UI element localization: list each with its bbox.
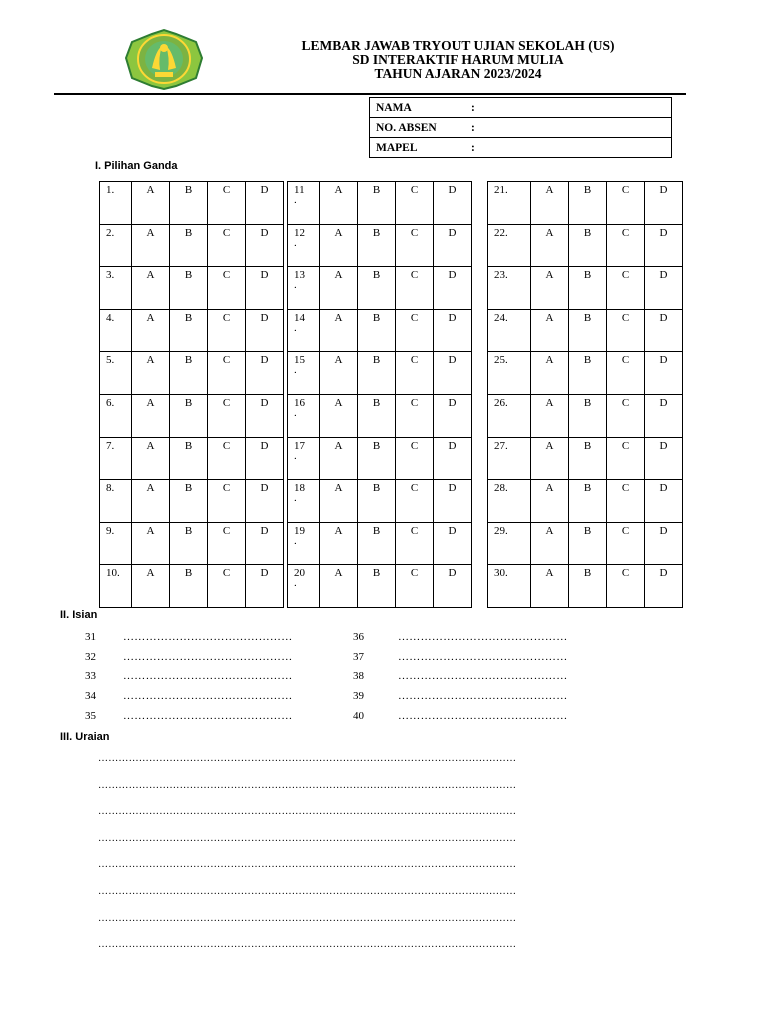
option-b-cell[interactable]: B <box>170 480 208 523</box>
mc-row <box>288 224 472 267</box>
option-d-cell[interactable]: D <box>246 480 284 523</box>
mc-row <box>100 224 284 267</box>
option-a-cell[interactable]: A <box>320 352 358 395</box>
option-a-cell[interactable]: A <box>320 522 358 565</box>
option-b-cell[interactable]: B <box>569 309 607 352</box>
option-b-cell[interactable]: B <box>569 352 607 395</box>
option-b-cell[interactable]: B <box>170 352 208 395</box>
option-d-cell[interactable]: D <box>246 437 284 480</box>
isian-answer-line[interactable]: ……………………………………… <box>398 690 568 702</box>
question-number <box>288 182 320 225</box>
question-number <box>488 267 531 310</box>
option-c-cell[interactable]: C <box>396 565 434 608</box>
question-number <box>488 480 531 523</box>
option-a-cell[interactable]: A <box>132 565 170 608</box>
option-a-cell[interactable]: A <box>531 224 569 267</box>
option-b-cell[interactable]: B <box>569 480 607 523</box>
option-c-cell[interactable]: C <box>607 309 645 352</box>
question-number-label: 25. <box>494 354 508 367</box>
mc-row <box>488 267 683 310</box>
option-c-cell[interactable]: C <box>396 182 434 225</box>
uraian-answer-line[interactable]: …………………………………………………………………………………………………………… <box>98 939 517 951</box>
option-a-cell[interactable]: A <box>320 224 358 267</box>
mc-row <box>488 182 683 225</box>
option-a-cell[interactable]: A <box>531 565 569 608</box>
option-a-cell[interactable]: A <box>132 182 170 225</box>
option-b-cell[interactable]: B <box>358 480 396 523</box>
option-c-cell[interactable]: C <box>607 224 645 267</box>
question-number <box>488 565 531 608</box>
question-number-label: 14 <box>294 311 305 324</box>
option-d-cell[interactable]: D <box>246 522 284 565</box>
option-a-cell[interactable]: A <box>132 394 170 437</box>
isian-number: 38 <box>353 670 364 682</box>
identity-box <box>369 97 672 158</box>
option-c-cell[interactable]: C <box>607 480 645 523</box>
question-number-label: 21. <box>494 184 508 196</box>
option-c-cell[interactable]: C <box>607 182 645 225</box>
question-number-dot: . <box>294 449 297 462</box>
question-number <box>488 522 531 565</box>
question-number-label: 27. <box>494 439 508 452</box>
mc-row <box>488 309 683 352</box>
mc-row <box>100 352 284 395</box>
mc-table-1 <box>99 181 284 608</box>
option-b-cell[interactable]: B <box>358 437 396 480</box>
uraian-answer-line[interactable]: …………………………………………………………………………………………………………… <box>98 779 517 791</box>
option-d-cell[interactable]: D <box>434 565 472 608</box>
isian-answer-line[interactable]: ……………………………………… <box>398 710 568 722</box>
question-number <box>100 309 132 352</box>
question-number <box>288 224 320 267</box>
uraian-answer-line[interactable]: …………………………………………………………………………………………………………… <box>98 806 517 818</box>
isian-number: 32 <box>85 651 96 663</box>
question-number-label: 11 <box>294 184 305 196</box>
option-d-cell[interactable]: D <box>246 352 284 395</box>
option-c-cell[interactable]: C <box>396 224 434 267</box>
option-a-cell[interactable]: A <box>132 437 170 480</box>
mc-row <box>100 394 284 437</box>
question-number <box>100 182 132 225</box>
option-a-cell[interactable]: A <box>531 267 569 310</box>
question-number-label: 8. <box>106 482 115 495</box>
isian-answer-line[interactable]: ……………………………………… <box>123 710 293 722</box>
question-number <box>288 394 320 437</box>
question-number <box>100 437 132 480</box>
school-name: SD INTERAKTIF HARUM MULIA <box>352 52 564 67</box>
mc-row <box>488 565 683 608</box>
question-number <box>288 437 320 480</box>
absen-label: NO. ABSEN <box>376 121 437 134</box>
option-d-cell[interactable]: D <box>434 437 472 480</box>
option-a-cell[interactable]: A <box>531 309 569 352</box>
option-c-cell[interactable]: C <box>208 352 246 395</box>
question-number-label: 20 <box>294 567 305 580</box>
isian-answer-line[interactable]: ……………………………………… <box>123 651 293 663</box>
option-a-cell[interactable]: A <box>132 352 170 395</box>
option-b-cell[interactable]: B <box>170 224 208 267</box>
option-b-cell[interactable]: B <box>358 565 396 608</box>
option-b-cell[interactable]: B <box>569 394 607 437</box>
isian-number: 34 <box>85 690 96 702</box>
option-d-cell[interactable]: D <box>434 480 472 523</box>
option-c-cell[interactable]: C <box>208 224 246 267</box>
mc-row <box>100 309 284 352</box>
option-c-cell[interactable]: C <box>208 437 246 480</box>
question-number <box>288 522 320 565</box>
question-number-label: 4. <box>106 311 115 324</box>
question-number <box>288 480 320 523</box>
option-d-cell[interactable]: D <box>645 522 683 565</box>
question-number-label: 3. <box>106 269 115 282</box>
option-c-cell[interactable]: C <box>607 522 645 565</box>
option-c-cell[interactable]: C <box>396 267 434 310</box>
mc-row <box>100 182 284 225</box>
mc-table-2 <box>287 181 472 608</box>
question-number <box>488 437 531 480</box>
isian-answer-line[interactable]: ……………………………………… <box>398 631 568 643</box>
option-b-cell[interactable]: B <box>569 224 607 267</box>
name-field[interactable] <box>370 98 672 118</box>
mc-row <box>288 309 472 352</box>
question-number-dot: . <box>294 321 297 334</box>
option-b-cell[interactable]: B <box>170 394 208 437</box>
option-d-cell[interactable]: D <box>246 565 284 608</box>
option-b-cell[interactable]: B <box>170 565 208 608</box>
mc-row <box>100 267 284 310</box>
option-b-cell[interactable]: B <box>358 394 396 437</box>
question-number-label: 5. <box>106 354 115 367</box>
mc-row <box>288 522 472 565</box>
mc-row <box>100 565 284 608</box>
uraian-answer-line[interactable]: …………………………………………………………………………………………………………… <box>98 859 517 871</box>
option-b-cell[interactable]: B <box>358 267 396 310</box>
mc-row <box>288 480 472 523</box>
option-a-cell[interactable]: A <box>320 394 358 437</box>
uraian-answer-line[interactable]: …………………………………………………………………………………………………………… <box>98 753 517 764</box>
question-number <box>100 522 132 565</box>
option-d-cell[interactable]: D <box>645 352 683 395</box>
question-number <box>288 309 320 352</box>
option-b-cell[interactable]: B <box>170 267 208 310</box>
mc-row <box>288 394 472 437</box>
option-a-cell[interactable]: A <box>132 267 170 310</box>
question-number <box>288 352 320 395</box>
question-number-label: 9. <box>106 524 115 537</box>
option-c-cell[interactable]: C <box>396 437 434 480</box>
question-number-label: 6. <box>106 396 115 409</box>
option-c-cell[interactable]: C <box>396 352 434 395</box>
mc-row <box>100 437 284 480</box>
option-c-cell[interactable]: C <box>607 565 645 608</box>
option-c-cell[interactable]: C <box>396 522 434 565</box>
question-number <box>288 267 320 310</box>
option-b-cell[interactable]: B <box>170 437 208 480</box>
option-a-cell[interactable]: A <box>320 309 358 352</box>
option-d-cell[interactable]: D <box>645 394 683 437</box>
mc-row <box>288 437 472 480</box>
option-d-cell[interactable]: D <box>246 182 284 225</box>
question-number-label: 13 <box>294 269 305 282</box>
question-number <box>488 352 531 395</box>
question-number-label: 10. <box>106 567 120 580</box>
option-d-cell[interactable]: D <box>434 182 472 225</box>
question-number <box>100 352 132 395</box>
question-number-label: 29. <box>494 524 508 537</box>
mc-row <box>488 437 683 480</box>
mc-row <box>488 352 683 395</box>
mapel-field[interactable] <box>370 138 672 158</box>
absen-colon: : <box>471 121 475 134</box>
mc-row <box>100 522 284 565</box>
question-number <box>488 182 531 225</box>
option-c-cell[interactable]: C <box>208 394 246 437</box>
mc-row <box>100 480 284 523</box>
isian-answer-line[interactable]: ……………………………………… <box>123 631 293 643</box>
option-b-cell[interactable]: B <box>358 182 396 225</box>
option-c-cell[interactable]: C <box>208 267 246 310</box>
question-number <box>488 309 531 352</box>
question-number-label: 7. <box>106 439 115 452</box>
mapel-colon: : <box>471 141 475 154</box>
option-a-cell[interactable]: A <box>531 352 569 395</box>
question-number-label: 30. <box>494 567 508 580</box>
isian-answer-line[interactable]: ……………………………………… <box>123 670 293 682</box>
name-colon: : <box>471 101 475 114</box>
mc-row <box>488 522 683 565</box>
mc-row <box>288 565 472 608</box>
option-b-cell[interactable]: B <box>569 267 607 310</box>
isian-number: 40 <box>353 710 364 722</box>
option-c-cell[interactable]: C <box>607 437 645 480</box>
option-b-cell[interactable]: B <box>569 565 607 608</box>
question-number-label: 24. <box>494 311 508 324</box>
school-logo-icon <box>122 28 206 90</box>
option-d-cell[interactable]: D <box>645 182 683 225</box>
question-number-label: 19 <box>294 524 305 537</box>
option-a-cell[interactable]: A <box>320 267 358 310</box>
question-number-dot: . <box>294 577 297 590</box>
question-number <box>488 224 531 267</box>
question-number-dot: . <box>294 364 297 377</box>
option-a-cell[interactable]: A <box>132 309 170 352</box>
isian-number: 37 <box>353 651 364 663</box>
isian-number: 39 <box>353 690 364 702</box>
question-number-label: 17 <box>294 439 305 452</box>
option-c-cell[interactable]: C <box>208 565 246 608</box>
option-b-cell[interactable]: B <box>569 437 607 480</box>
question-number <box>288 565 320 608</box>
option-c-cell[interactable]: C <box>208 309 246 352</box>
option-a-cell[interactable]: A <box>320 182 358 225</box>
question-number <box>488 394 531 437</box>
option-d-cell[interactable]: D <box>246 267 284 310</box>
question-number <box>100 394 132 437</box>
question-number-label: 23. <box>494 269 508 282</box>
option-a-cell[interactable]: A <box>132 224 170 267</box>
uraian-answer-line[interactable]: …………………………………………………………………………………………………………… <box>98 832 517 844</box>
name-label: NAMA <box>376 101 412 114</box>
option-c-cell[interactable]: C <box>607 267 645 310</box>
option-d-cell[interactable]: D <box>645 565 683 608</box>
question-number-dot: . <box>294 534 297 547</box>
absen-field[interactable] <box>370 118 672 138</box>
option-b-cell[interactable]: B <box>170 522 208 565</box>
question-number-label: 18 <box>294 482 305 495</box>
option-b-cell[interactable]: B <box>569 182 607 225</box>
section-uraian: III. Uraian <box>60 731 110 743</box>
mc-row <box>288 352 472 395</box>
option-a-cell[interactable]: A <box>320 565 358 608</box>
question-number-dot: . <box>294 406 297 419</box>
option-a-cell[interactable]: A <box>320 480 358 523</box>
mc-row <box>488 394 683 437</box>
question-number <box>100 480 132 523</box>
isian-number: 35 <box>85 710 96 722</box>
isian-answer-line[interactable]: ……………………………………… <box>398 651 568 663</box>
isian-number: 33 <box>85 670 96 682</box>
option-c-cell[interactable]: C <box>607 394 645 437</box>
option-d-cell[interactable]: D <box>434 394 472 437</box>
option-a-cell[interactable]: A <box>531 437 569 480</box>
option-d-cell[interactable]: D <box>645 437 683 480</box>
option-c-cell[interactable]: C <box>396 394 434 437</box>
option-d-cell[interactable]: D <box>645 224 683 267</box>
sheet-title: LEMBAR JAWAB TRYOUT UJIAN SEKOLAH (US) <box>301 38 615 53</box>
option-a-cell[interactable]: A <box>531 522 569 565</box>
option-d-cell[interactable]: D <box>645 267 683 310</box>
option-b-cell[interactable]: B <box>170 309 208 352</box>
uraian-answer-line[interactable]: …………………………………………………………………………………………………………… <box>98 886 517 897</box>
isian-number: 31 <box>85 631 96 643</box>
question-number-label: 16 <box>294 396 305 409</box>
option-a-cell[interactable]: A <box>320 437 358 480</box>
uraian-answer-line[interactable]: …………………………………………………………………………………………………………… <box>98 912 517 924</box>
option-a-cell[interactable]: A <box>531 394 569 437</box>
option-c-cell[interactable]: C <box>208 480 246 523</box>
option-d-cell[interactable]: D <box>434 267 472 310</box>
question-number <box>100 267 132 310</box>
question-number-dot: . <box>294 279 297 292</box>
option-c-cell[interactable]: C <box>208 522 246 565</box>
section-isian: II. Isian <box>60 609 98 621</box>
question-number-label: 1. <box>106 184 115 196</box>
option-b-cell[interactable]: B <box>358 352 396 395</box>
question-number-label: 12 <box>294 226 305 239</box>
isian-answer-line[interactable]: ……………………………………… <box>398 670 568 682</box>
option-d-cell[interactable]: D <box>434 224 472 267</box>
option-c-cell[interactable]: C <box>607 352 645 395</box>
mc-row <box>288 182 472 225</box>
header-divider <box>54 93 686 95</box>
question-number-dot: . <box>294 492 297 505</box>
option-b-cell[interactable]: B <box>358 309 396 352</box>
question-number <box>100 224 132 267</box>
question-number-dot: . <box>294 194 297 206</box>
question-number-label: 28. <box>494 482 508 495</box>
question-number-dot: . <box>294 236 297 249</box>
option-b-cell[interactable]: B <box>358 224 396 267</box>
option-d-cell[interactable]: D <box>434 309 472 352</box>
question-number-label: 2. <box>106 226 115 239</box>
option-c-cell[interactable]: C <box>396 309 434 352</box>
question-number <box>100 565 132 608</box>
option-b-cell[interactable]: B <box>569 522 607 565</box>
option-c-cell[interactable]: C <box>396 480 434 523</box>
option-b-cell[interactable]: B <box>358 522 396 565</box>
mapel-label: MAPEL <box>376 141 418 154</box>
option-d-cell[interactable]: D <box>434 352 472 395</box>
option-a-cell[interactable]: A <box>531 182 569 225</box>
question-number-label: 15 <box>294 354 305 367</box>
academic-year: TAHUN AJARAN 2023/2024 <box>374 66 542 81</box>
option-a-cell[interactable]: A <box>132 480 170 523</box>
option-d-cell[interactable]: D <box>434 522 472 565</box>
option-d-cell[interactable]: D <box>645 480 683 523</box>
option-b-cell[interactable]: B <box>170 182 208 225</box>
option-d-cell[interactable]: D <box>246 394 284 437</box>
question-number-label: 22. <box>494 226 508 239</box>
option-d-cell[interactable]: D <box>246 309 284 352</box>
mc-row <box>488 224 683 267</box>
mc-table-3 <box>487 181 683 608</box>
option-c-cell[interactable]: C <box>208 182 246 225</box>
option-a-cell[interactable]: A <box>531 480 569 523</box>
section-pilihan-ganda: I. Pilihan Ganda <box>95 160 178 172</box>
isian-number: 36 <box>353 631 364 643</box>
mc-row <box>288 267 472 310</box>
option-a-cell[interactable]: A <box>132 522 170 565</box>
option-d-cell[interactable]: D <box>645 309 683 352</box>
question-number-label: 26. <box>494 396 508 409</box>
option-d-cell[interactable]: D <box>246 224 284 267</box>
mc-row <box>488 480 683 523</box>
isian-answer-line[interactable]: ……………………………………… <box>123 690 293 702</box>
